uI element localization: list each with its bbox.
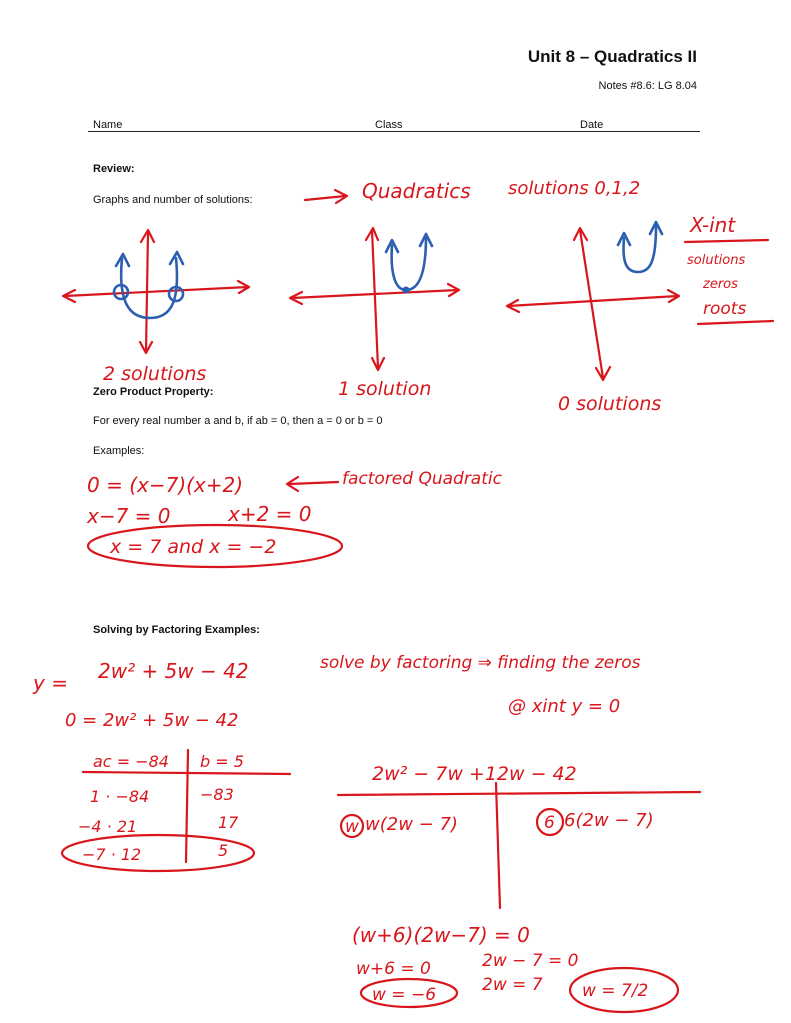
graph1-label: 2 solutions: [103, 363, 207, 385]
table-row-sum: 5: [218, 841, 229, 860]
zero-factor-2b: 2w = 7: [482, 975, 543, 995]
solution-1: w = −6: [372, 985, 437, 1005]
solution-2: w = 7/2: [582, 981, 649, 1001]
example-answer: x = 7 and x = −2: [110, 536, 277, 558]
graph1-arrowheads: [116, 252, 183, 266]
solving-heading: Solving by Factoring Examples:: [93, 624, 260, 636]
graph1-x-axis: [63, 281, 249, 302]
table-head-b: b = 5: [200, 752, 244, 771]
date-label: Date: [580, 119, 604, 131]
synonym-solutions: solutions: [687, 253, 746, 268]
roots-underline: [698, 321, 773, 324]
graph-zero-solutions: [507, 222, 679, 380]
factored-note: factored Quadratic: [342, 469, 502, 489]
factored-equation: (w+6)(2w−7) = 0: [352, 923, 530, 947]
group-right-circle-digit: 6: [544, 813, 555, 833]
page-title: Unit 8 – Quadratics II: [527, 47, 697, 66]
factored-arrow-icon: [287, 477, 338, 491]
graph2-vertex-point: [403, 287, 410, 294]
table-row-sum: 17: [218, 813, 239, 832]
graph2-label: 1 solution: [338, 378, 432, 400]
graphs-label: Graphs and number of solutions:: [93, 194, 253, 206]
group-left: w(2w − 7): [365, 814, 458, 835]
quadratics-note: Quadratics: [362, 179, 471, 203]
split-equation: 2w² − 7w +12w − 42: [372, 763, 577, 785]
y-equals: y =: [33, 671, 68, 695]
review-heading: Review:: [93, 163, 135, 175]
xint-title: X-int: [690, 213, 736, 237]
grouping-box: [338, 763, 700, 908]
table-row-pair: 1 · −84: [90, 787, 150, 806]
graph3-label: 0 solutions: [558, 393, 662, 415]
example-line1: 0 = (x−7)(x+2): [87, 473, 244, 497]
zpp-statement: For every real number a and b, if ab = 0, then a = 0 or b = 0: [93, 415, 383, 427]
examples-label: Examples:: [93, 445, 145, 457]
zero-factor-1: w+6 = 0: [356, 959, 431, 979]
graph-two-solutions: [63, 230, 249, 353]
group-left-circle-letter: w: [345, 817, 359, 837]
class-label: Class: [375, 119, 403, 131]
synonym-zeros: zeros: [703, 277, 738, 292]
quadratic-equation: 2w² + 5w − 42: [98, 659, 249, 683]
table-row-pair: −7 · 12: [82, 845, 142, 864]
table-row-pair: −4 · 21: [78, 817, 138, 836]
graph2-y-axis: [366, 228, 384, 370]
solve-note: solve by factoring ⇒ finding the zeros: [320, 653, 641, 673]
zero-factor-2a: 2w − 7 = 0: [482, 951, 579, 971]
group-right: 6(2w − 7): [564, 810, 654, 831]
graph3-y-axis: [574, 228, 610, 380]
xint-note: @ xint y = 0: [508, 696, 621, 717]
example-line2b: x+2 = 0: [228, 502, 312, 526]
xint-underline: [685, 240, 768, 242]
factor-table: [62, 750, 290, 871]
example-line2a: x−7 = 0: [87, 504, 171, 528]
notes-reference: Notes #8.6: LG 8.04: [598, 80, 697, 92]
grouping-box-lines: [338, 783, 700, 908]
synonym-roots: roots: [703, 299, 747, 319]
zpp-heading: Zero Product Property:: [93, 386, 214, 398]
graph-one-solution: [290, 228, 459, 370]
name-label: Name: [93, 119, 123, 131]
solutions-note: solutions 0,1,2: [508, 178, 641, 199]
table-row-sum: −83: [200, 785, 234, 804]
arrow-icon: [305, 190, 347, 203]
table-head-ac: ac = −84: [93, 752, 169, 771]
zero-equation: 0 = 2w² + 5w − 42: [65, 710, 239, 731]
